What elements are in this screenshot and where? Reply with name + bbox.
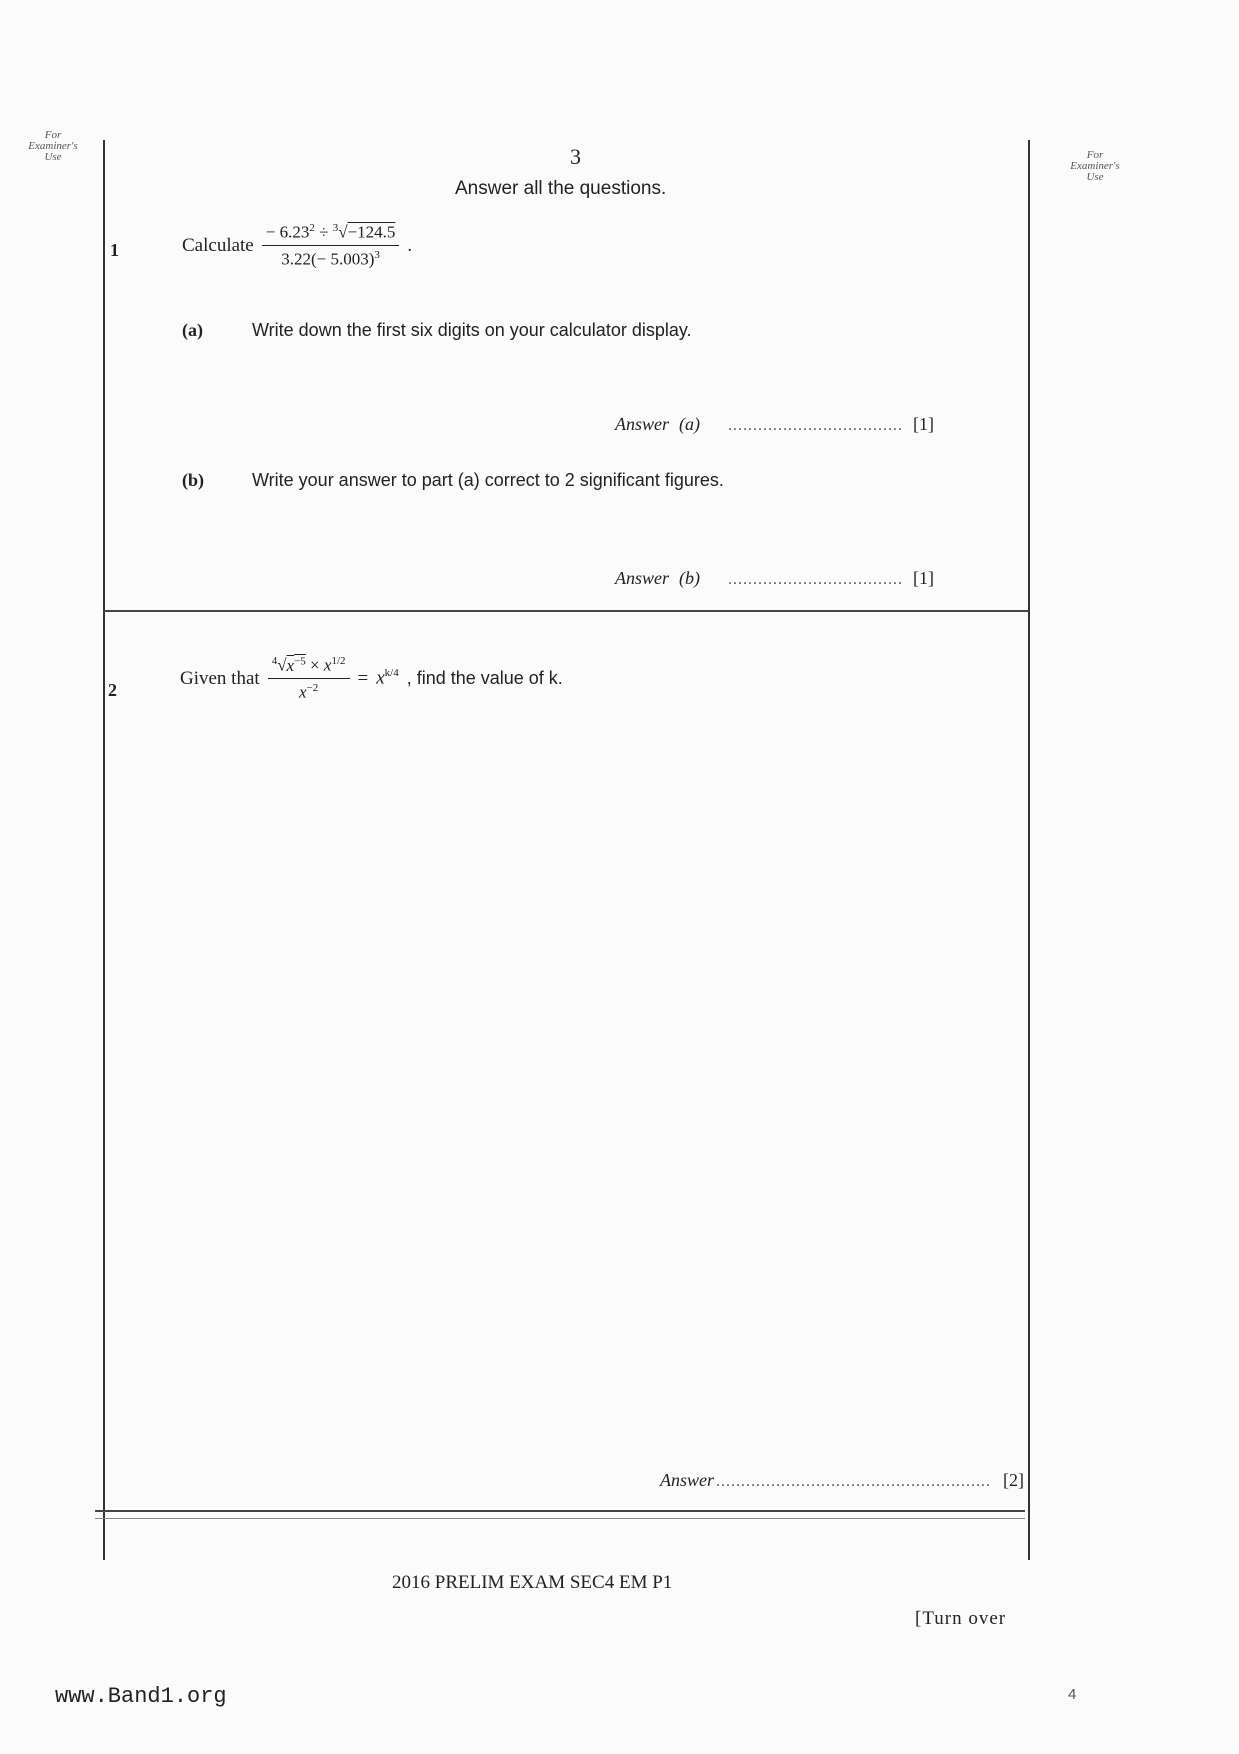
q2-den-exp: −2 (306, 681, 319, 694)
q1-answer-b-line (615, 568, 934, 589)
question-1-number: 1 (110, 240, 119, 260)
exam-code: 2016 PRELIM EXAM SEC4 EM P1 (392, 1572, 673, 1593)
left-examiner-note (18, 130, 88, 163)
question-2-stem (180, 655, 563, 702)
q2-radicand-wrap (287, 656, 306, 675)
scan-page-number: 4 (1068, 1686, 1077, 1703)
q1-answer-a-label: Answer (615, 414, 669, 434)
divider-q2-end-lower (95, 1518, 1025, 1519)
question-2-tail: , find the value of k. (406, 668, 563, 689)
q2-radicand: x (286, 655, 295, 675)
q2-root-index: 4 (271, 655, 278, 667)
q1-answer-a-part: (a) (679, 414, 700, 434)
q1-answer-b-part: (b) (679, 568, 700, 588)
question-1-numerator (262, 222, 400, 246)
right-note-line3: Use (1086, 171, 1104, 183)
q1-part-b-label: (b) (182, 470, 204, 490)
q1-part-b-marks: [1] (913, 568, 934, 588)
right-note-line1: For (1086, 149, 1104, 161)
q1-num-a: − 6.23 (265, 222, 310, 242)
question-2-number: 2 (108, 680, 117, 700)
q1-answer-b-label: Answer (615, 568, 669, 588)
q1-part-b-text: Write your answer to part (a) correct to 2 significant figures. (252, 470, 724, 490)
question-1-denominator (262, 246, 400, 270)
turn-over: [Turn over (915, 1608, 1007, 1629)
q2-rhs-x: x (376, 667, 385, 689)
q1-den-a: 3.22(− 5.003) (281, 249, 375, 269)
question-2-denominator (268, 679, 350, 703)
site-watermark[interactable]: www.Band1.org (55, 1684, 227, 1709)
q1-divide-sign: ÷ (319, 222, 329, 242)
q1-den-exp: 3 (374, 248, 380, 261)
q1-root-sign: √ (338, 222, 348, 242)
q1-answer-a-line (615, 414, 934, 435)
q2-rhs (376, 667, 399, 689)
right-note-line2: Examiner's (1070, 160, 1120, 172)
q2-times-sign: × (310, 655, 320, 675)
page-number: 3 (570, 144, 581, 169)
right-margin-line (1028, 140, 1030, 1560)
left-note-line3: Use (44, 151, 62, 163)
question-2-prompt: Given that (180, 667, 260, 689)
q2-answer-label: Answer (660, 1470, 714, 1490)
q2-x2-exp: 1/2 (331, 655, 346, 667)
right-examiner-note (1060, 150, 1130, 183)
q1-radicand: −124.5 (347, 222, 396, 242)
q2-equals-sign: = (357, 667, 369, 689)
instructions-text: Answer all the questions. (455, 178, 667, 199)
left-margin-line (103, 140, 105, 1560)
q2-answer-line (660, 1470, 1024, 1491)
q1-answer-b-field[interactable]: ................................... (728, 571, 903, 588)
question-1-stem (182, 222, 412, 269)
q2-answer-field[interactable]: ....................................................... (716, 1473, 991, 1490)
left-note-line2: Examiner's (28, 140, 78, 152)
q1-part-a-marks: [1] (913, 414, 934, 434)
q1-answer-a-field[interactable]: ................................... (728, 417, 903, 434)
q1-trailing: . (407, 234, 413, 256)
q1-part-a-text: Write down the first six digits on your calculator display. (252, 320, 692, 340)
q2-rhs-exp: k/4 (384, 667, 399, 680)
question-2-fraction (268, 655, 350, 702)
question-1-prompt: Calculate (182, 234, 254, 256)
q1-num-a-exp: 2 (309, 222, 315, 234)
instructions (455, 178, 666, 200)
q2-root-sign: √ (277, 655, 287, 675)
q2-x2: x (323, 655, 332, 675)
q1-part-a-label: (a) (182, 320, 203, 340)
left-note-line1: For (44, 129, 62, 141)
q2-den-x: x (298, 682, 307, 702)
q2-radicand-exp: −5 (294, 655, 306, 667)
q2-marks: [2] (1003, 1470, 1024, 1490)
question-1-fraction (262, 222, 400, 269)
q1-root-index: 3 (332, 222, 339, 234)
question-2-numerator (268, 655, 350, 679)
divider-q2-end (95, 1510, 1025, 1512)
divider-q1-q2 (103, 610, 1029, 612)
